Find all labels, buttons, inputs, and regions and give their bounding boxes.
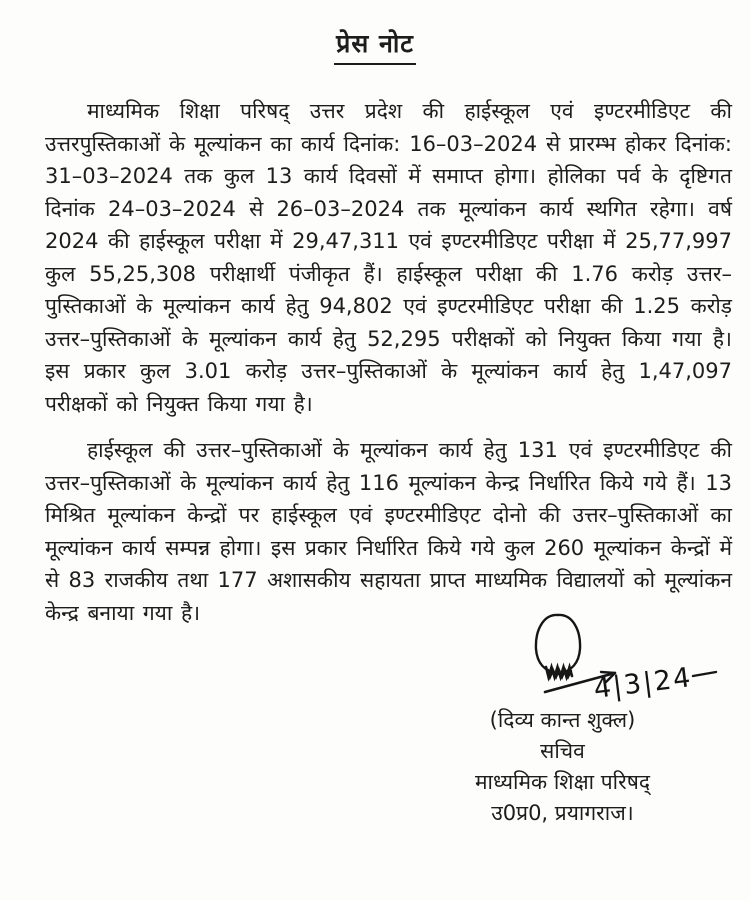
page-title: प्रेस नोट: [334, 26, 416, 65]
signatory-designation: सचिव: [540, 739, 585, 763]
paragraph-evaluation-centers: हाईस्कूल की उत्तर–पुस्तिकाओं के मूल्यांकन कार्य हेतु 131 एवं इण्टरमीडिएट की उत्तर–पुस्तिकाओं के मूल्यांकन कार्य हेतु 116 मूल्यांकन केन्द्र निर्धारित किये गये हैं। 13 मिश्रित मूल्यांकन केन्द्रों पर हाईस्कूल एवं इण्टरमीडिएट दोनो की उत्तर–पुस्तिकाओं का मूल्यांकन कार्य सम्पन्न होगा। इस प्रकार निर्धारित किये गये कुल 260 मूल्यांकन केन्द्रों में से 83 राजकीय तथा 177 अशासकीय सहायता प्राप्त माध्यमिक विद्यालयों को मूल्यांकन केन्द्र बनाया गया है।: [45, 438, 732, 625]
signatory-name: (दिव्य कान्त शुक्ल): [489, 708, 636, 732]
signature-icon: [405, 610, 720, 705]
signatory-organization: माध्यमिक शिक्षा परिषद्: [474, 770, 650, 794]
signature-block: [405, 610, 720, 829]
signatory-location: उ0प्र0, प्रयागराज।: [491, 801, 634, 825]
title-area: [0, 0, 750, 65]
paragraph-evaluation-schedule: माध्यमिक शिक्षा परिषद् उत्तर प्रदेश की हाईस्कूल एवं इण्टरमीडिएट की उत्तरपुस्तिकाओं के मूल्यांकन का कार्य दिनांक: 16–03–2024 से प्रारम्भ होकर दिनांक: 31–03–2024 तक कुल 13 कार्य दिवसों में समाप्त होगा। होलिका पर्व के दृष्टिगत दिनांक 24–03–2024 से 26–03–2024 तक मूल्यांकन कार्य स्थगित रहेगा। वर्ष 2024 की हाईस्कूल परीक्षा में 29,47,311 एवं इण्टरमीडिएट परीक्षा में 25,77,997 कुल 55,25,308 परीक्षार्थी पंजीकृत हैं। हाईस्कूल परीक्षा की 1.76 करोड़ उत्तर–पुस्तिकाओं के मूल्यांकन कार्य हेतु 94,802 एवं इण्टरमीडिएट परीक्षा की 1.25 करोड़ उत्तर–पुस्तिकाओं के मूल्यांकन कार्य हेतु 52,295 परीक्षकों को नियुक्त किया गया है। इस प्रकार कुल 3.01 करोड़ उत्तर–पुस्तिकाओं के मूल्यांकन कार्य हेतु 1,47,097 परीक्षकों को नियुक्त किया गया है।: [45, 99, 732, 416]
signature-date: 4|3|24: [592, 662, 695, 705]
document-body: [45, 95, 732, 629]
